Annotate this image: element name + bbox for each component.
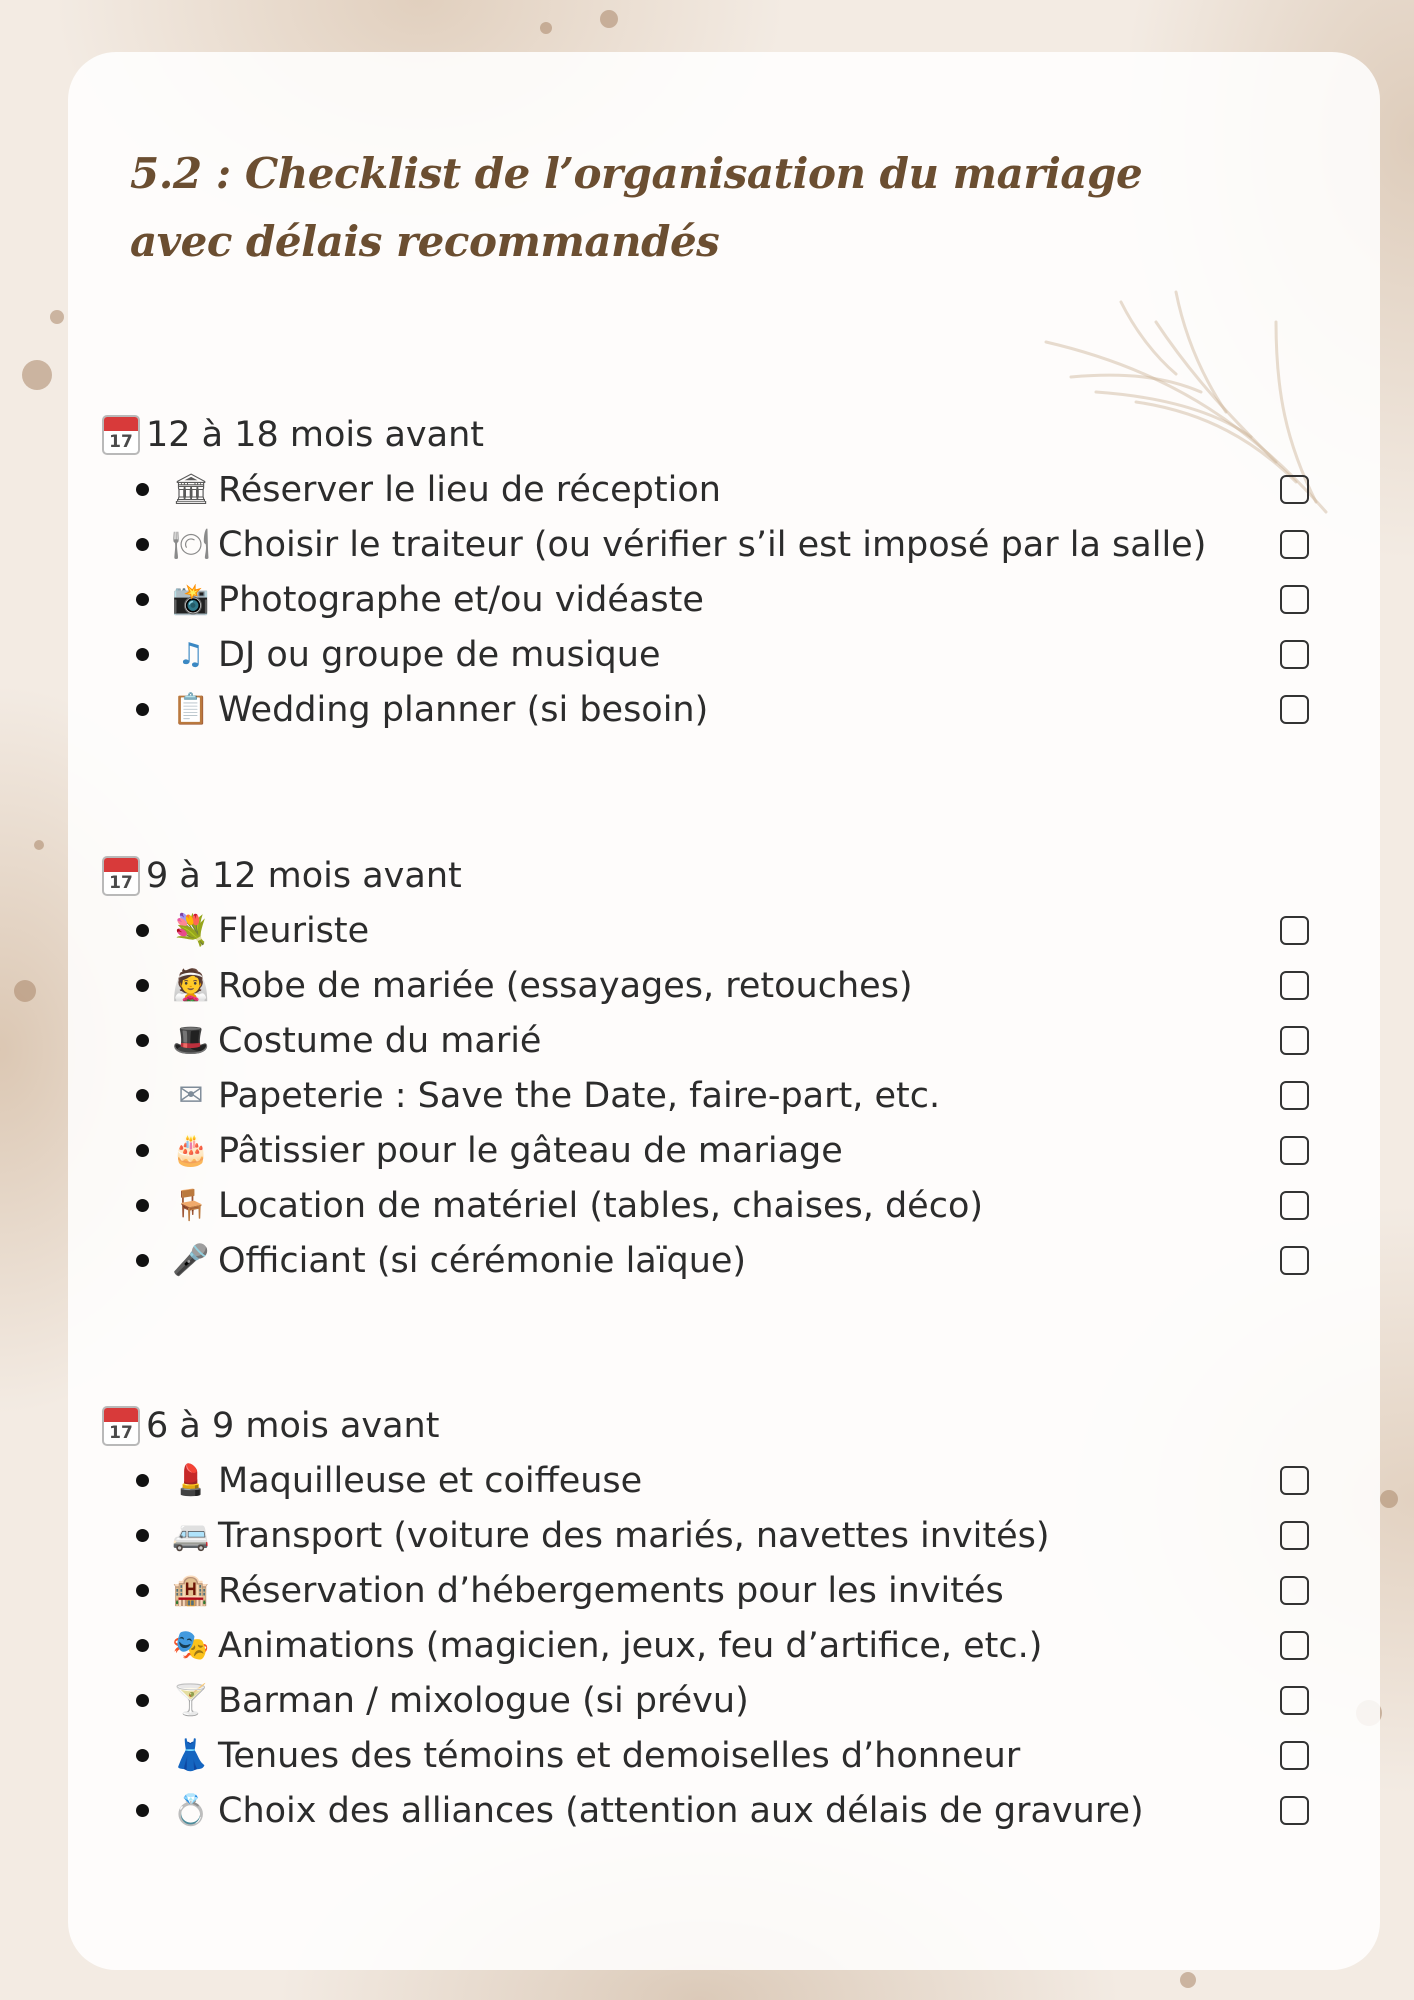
section-heading-text: 12 à 18 mois avant (146, 415, 485, 455)
checklist-item-label: Officiant (si cérémonie laïque) (218, 1240, 747, 1281)
checklist-item (102, 462, 1342, 517)
chair-icon: 🪑 (172, 1187, 210, 1223)
checklist-item (102, 1728, 1342, 1783)
checklist-checkbox[interactable] (1280, 1686, 1309, 1715)
checklist-item-label: Wedding planner (si besoin) (218, 689, 709, 730)
checklist-item (102, 1233, 1342, 1288)
ring-icon: 💍 (172, 1792, 210, 1828)
minibus-icon: 🚐 (172, 1517, 210, 1553)
checklist-item-label: DJ ou groupe de musique (218, 634, 661, 675)
checklist-checkbox[interactable] (1280, 1521, 1309, 1550)
bride-veil-icon: 👰 (172, 967, 210, 1003)
section-heading-text: 6 à 9 mois avant (146, 1406, 440, 1446)
bank-building-icon: 🏛 (171, 471, 211, 507)
checklist-checkbox[interactable] (1280, 1191, 1309, 1220)
checklist (102, 903, 1342, 1288)
checklist-item (102, 1453, 1342, 1508)
music-notes-icon: ♫ (177, 636, 205, 672)
birthday-cake-icon: 🎂 (172, 1132, 210, 1168)
checklist-checkbox[interactable] (1280, 916, 1309, 945)
checklist-item (102, 1508, 1342, 1563)
checklist-checkbox[interactable] (1280, 530, 1309, 559)
checklist-item-label: Location de matériel (tables, chaises, déco) (218, 1185, 984, 1226)
checklist-checkbox[interactable] (1280, 1246, 1309, 1275)
checklist-checkbox[interactable] (1280, 1466, 1309, 1495)
checklist-item-label: Fleuriste (218, 910, 370, 951)
checklist-item-label: Réserver le lieu de réception (218, 469, 721, 510)
checklist-item-label: Papeterie : Save the Date, faire-part, etc. (218, 1075, 941, 1116)
checklist-item-label: Animations (magicien, jeux, feu d’artifice, etc.) (218, 1625, 1043, 1666)
checklist-item (102, 682, 1342, 737)
checklist-item-label: Réservation d’hébergements pour les invités (218, 1570, 1004, 1611)
checklist-checkbox[interactable] (1280, 475, 1309, 504)
top-hat-icon: 🎩 (172, 1022, 210, 1058)
checklist-item (102, 1013, 1342, 1068)
checklist-item-label: Choisir le traiteur (ou vérifier s’il est imposé par la salle) (218, 524, 1207, 565)
checklist-item-label: Tenues des témoins et demoiselles d’honneur (218, 1735, 1021, 1776)
checklist-checkbox[interactable] (1280, 640, 1309, 669)
checklist-item-label: Pâtissier pour le gâteau de mariage (218, 1130, 843, 1171)
checklist-item-label: Maquilleuse et coiffeuse (218, 1460, 643, 1501)
checklist-checkbox[interactable] (1280, 1576, 1309, 1605)
checklist-item (102, 958, 1342, 1013)
checklist-checkbox[interactable] (1280, 695, 1309, 724)
checklist-item (102, 903, 1342, 958)
checklist-item-label: Choix des alliances (attention aux délais de gravure) (218, 1790, 1144, 1831)
camera-flash-icon: 📸 (172, 581, 210, 617)
checklist-item (102, 1673, 1342, 1728)
checklist-item (102, 1068, 1342, 1123)
clipboard-icon: 📋 (172, 691, 210, 727)
section-heading-text: 9 à 12 mois avant (146, 856, 462, 896)
microphone-icon: 🎤 (172, 1242, 210, 1278)
section-9-12-months (102, 849, 1342, 1288)
section-12-18-months (102, 408, 1342, 737)
checklist-checkbox[interactable] (1280, 1136, 1309, 1165)
checklist-checkbox[interactable] (1280, 1026, 1309, 1055)
checklist-item (102, 1618, 1342, 1673)
checklist-item-label: Costume du marié (218, 1020, 542, 1061)
checklist (102, 462, 1342, 737)
checklist-item-label: Barman / mixologue (si prévu) (218, 1680, 749, 1721)
checklist-checkbox[interactable] (1280, 1081, 1309, 1110)
bouquet-icon: 💐 (172, 912, 210, 948)
section-heading (102, 408, 1342, 462)
checklist-item (102, 1563, 1342, 1618)
fork-knife-plate-icon: 🍽 (171, 526, 211, 562)
cocktail-glass-icon: 🍸 (172, 1682, 210, 1718)
checklist-item (102, 1178, 1342, 1233)
calendar-icon: 17 (102, 415, 140, 455)
envelope-icon: ✉ (178, 1077, 204, 1113)
checklist-checkbox[interactable] (1280, 1631, 1309, 1660)
checklist-item (102, 517, 1342, 572)
checklist (102, 1453, 1342, 1838)
page-title: 5.2 : Checklist de l’organisation du mariage avec délais recommandés (130, 149, 1143, 266)
hotel-icon: 🏨 (172, 1572, 210, 1608)
checklist-checkbox[interactable] (1280, 585, 1309, 614)
section-6-9-months (102, 1399, 1342, 1838)
calendar-icon: 17 (102, 1406, 140, 1446)
checklist-item-label: Transport (voiture des mariés, navettes invités) (218, 1515, 1050, 1556)
checklist-checkbox[interactable] (1280, 1741, 1309, 1770)
page-card (68, 52, 1380, 1970)
theater-masks-icon: 🎭 (172, 1627, 210, 1663)
section-heading (102, 1399, 1342, 1453)
section-heading (102, 849, 1342, 903)
checklist-item-label: Photographe et/ou vidéaste (218, 579, 704, 620)
checklist-item (102, 627, 1342, 682)
calendar-icon: 17 (102, 856, 140, 896)
checklist-checkbox[interactable] (1280, 1796, 1309, 1825)
lipstick-icon: 💄 (172, 1462, 210, 1498)
checklist-item (102, 1123, 1342, 1178)
checklist-item (102, 572, 1342, 627)
checklist-item (102, 1783, 1342, 1838)
checklist-item-label: Robe de mariée (essayages, retouches) (218, 965, 913, 1006)
checklist-checkbox[interactable] (1280, 971, 1309, 1000)
dress-icon: 👗 (172, 1737, 210, 1773)
